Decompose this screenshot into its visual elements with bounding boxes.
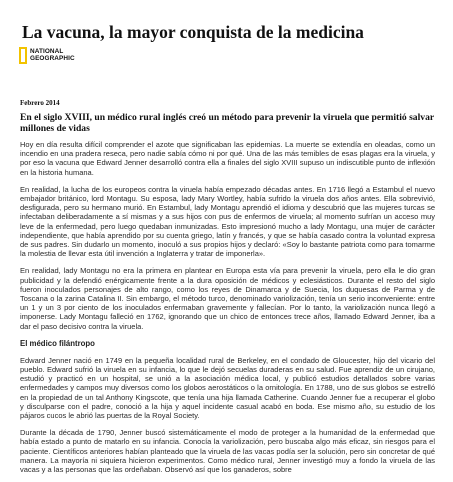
logo-line-1: NATIONAL	[30, 48, 64, 55]
yellow-frame-icon	[19, 47, 27, 64]
section-heading: El médico filántropo	[20, 338, 95, 348]
article-title: La vacuna, la mayor conquista de la medicina	[22, 22, 364, 42]
paragraph: En realidad, lady Montagu no era la primera en plantear en Europa esta vía para prevenir la viruela, pero ella le dio gran publicidad y la defendió enérgicamente frente a la dura oposición de médicos y eclesiásticos. Durante el resto del siglo fueron inoculados personajes de alto rango, como los reyes de Dinamarca y de Suecia, los duquesas de Parma y de Toscana o la zarina Catalina II. Sin embargo, el método turco, denominado variolización, tenía un serio inconveniente: entre un 1 y un 3 por ciento de los inoculados enfermaban gravemente y fallecían. Por lo tanto, la variolización nunca llegó a imponerse. Lady Montagu falleció en 1762, ignorando que un chico de entonces trece años, llamado Edward Jenner, iba a dar el paso decisivo contra la viruela.	[20, 266, 435, 331]
article-subtitle: En el siglo XVIII, un médico rural inglés creó un método para prevenir la viruela que permitió salvar millones de vidas	[20, 112, 434, 134]
national-geographic-logo	[18, 45, 82, 67]
paragraph: Durante la década de 1790, Jenner buscó sistemáticamente el modo de proteger a la humanidad de la enfermedad que había estado a punto de matarlo en su infancia. Conocía la variolización, pero buscaba algo más eficaz, sin riesgos para el paciente. Científicos anteriores habían planteado que la viruela de las vacas podía ser la solución, pero sin concretar de qué manera. La mayoría ni siquiera hicieron experimentos. Como médico rural, Jenner investigó muy a fondo la viruela de las vacas y a las personas que las ordeñaban. Observó así que los ganaderos, sobre	[20, 428, 435, 475]
paragraph: Edward Jenner nació en 1749 en la pequeña localidad rural de Berkeley, en el condado de Gloucester, hijo del vicario del pueblo. Edward sufrió la viruela en su infancia, lo que le dejó secuelas duraderas en su salud. Fue aprendiz de un cirujano, estudió y practicó en un hospital, se unió a la asociación médica local, y publicó estudios detallados sobre varias enfermedades y campos muy diversos como los globos aerostáticos o la ornitología. En 1788, uno de sus globos se estrelló en la propiedad de un tal Anthony Kingscote, que tenía una hija llamada Catherine. Cuando Jenner fue a recuperar el globo y disculparse con el padre, conoció a la hija y aquel incidente casual acabó en boda. Ese mismo año, su estudio de los pájaros cucos le abrió las puertas de la Royal Society.	[20, 355, 435, 421]
logo-text	[30, 48, 75, 62]
paragraph: Hoy en día resulta difícil comprender el azote que significaban las epidemias. La muerte se extendía en oleadas, como un incendio en una pradera reseca, pero nadie sabía cómo ni por qué. Una de las más temibles de esas plagas era la viruela, y por eso la vacuna que Edward Jenner desarrolló contra ella a finales del siglo XVIII supuso un indiscutible punto de inflexión en la historia humana.	[20, 140, 435, 177]
article-body	[20, 140, 435, 482]
logo-line-2: GEOGRAPHIC	[30, 55, 75, 63]
publication-date: Febrero 2014	[20, 99, 60, 107]
paragraph: En realidad, la lucha de los europeos contra la viruela había empezado décadas antes. En 1716 llegó a Estambul el nuevo embajador británico, lord Montagu. Su esposa, lady Mary Wortley, había sufrido la viruela dos años antes. Ella sobrevivió, desfigurada, pero su hermano murió. En Estambul, lady Montagu aprendió el idioma y descubrió que las mujeres turcas se infectaban deliberadamente a sí mismas y a sus hijos con pus de enfermos de viruela; al momento sufrían un acceso muy leve de la enfermedad, pero luego quedaban inmunizadas. Esto impresionó mucho a lady Montagu, una mujer de carácter independiente, que había aprendido por su cuenta griego, latín y francés, y que se había casado contra la voluntad expresa de sus padres. Sin dudarlo un momento, inoculó a sus propios hijos y declaró: «Soy lo bastante patriota como para tomarme la molestia de llevar esta útil invención a Inglaterra y tratar de imponerla».	[20, 184, 435, 259]
